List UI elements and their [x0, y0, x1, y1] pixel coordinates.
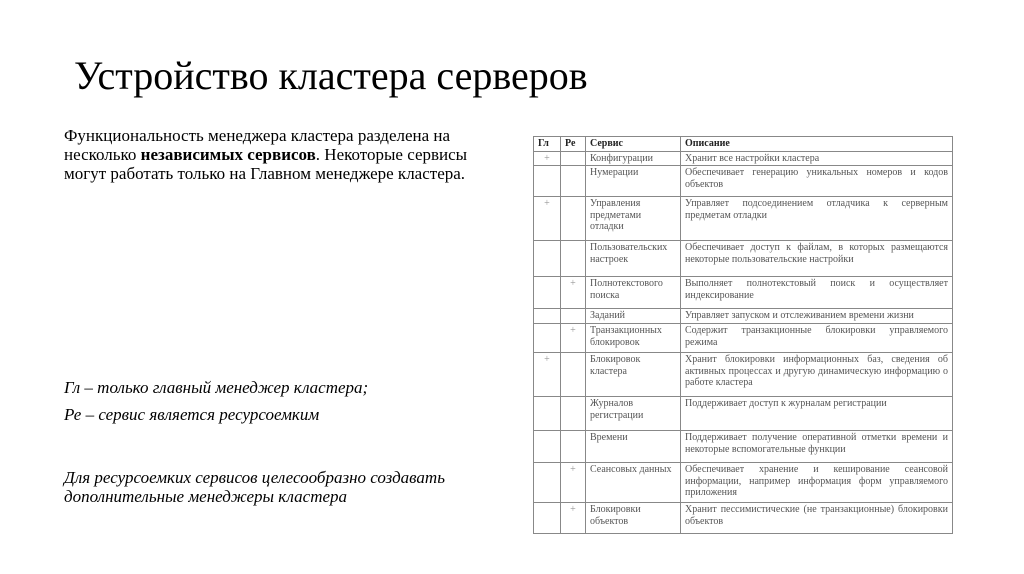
- cell-re: [561, 197, 586, 241]
- cell-service: Заданий: [586, 309, 681, 324]
- table-row: [534, 277, 953, 309]
- table-row: [534, 197, 953, 241]
- cell-desc: Управляет запуском и отслеживанием времени жизни: [681, 309, 953, 324]
- cell-desc: Поддерживает доступ к журналам регистрации: [681, 397, 953, 431]
- cell-desc: Поддерживает получение оперативной отметки времени и некоторые вспомогательные функции: [681, 431, 953, 463]
- cell-re: [561, 309, 586, 324]
- cell-desc: Содержит транзакционные блокировки управляемого режима: [681, 324, 953, 353]
- intro-text-end: . Некоторые сервисы могут работать только на Главном менеджере кластера.: [64, 145, 468, 183]
- cell-gl: [534, 309, 561, 324]
- intro-paragraph: [64, 126, 504, 183]
- cell-re: +: [561, 503, 586, 534]
- cell-gl: +: [534, 197, 561, 241]
- cell-service: Блокировки объектов: [586, 503, 681, 534]
- header-desc: Описание: [681, 137, 953, 152]
- cell-re: [561, 151, 586, 166]
- table-row: [534, 503, 953, 534]
- header-re: Ре: [561, 137, 586, 152]
- cell-gl: [534, 397, 561, 431]
- cell-gl: [534, 463, 561, 503]
- cell-service: Сеансовых данных: [586, 463, 681, 503]
- cell-service: Журналов регистрации: [586, 397, 681, 431]
- legend-gl: Гл – только главный менеджер кластера;: [64, 378, 369, 397]
- cell-re: [561, 166, 586, 197]
- cell-desc: Выполняет полнотекстовый поиск и осуществляет индексирование: [681, 277, 953, 309]
- table-row: [534, 151, 953, 166]
- cell-service: Транзакционных блокировок: [586, 324, 681, 353]
- cell-gl: [534, 431, 561, 463]
- cell-re: [561, 397, 586, 431]
- intro-bold: независимых сервисов: [140, 145, 316, 164]
- cell-re: [561, 431, 586, 463]
- legend-re: Ре – сервис является ресурсоемким: [64, 405, 320, 424]
- table-row: [534, 463, 953, 503]
- table-row: [534, 309, 953, 324]
- cell-desc: Обеспечивает генерацию уникальных номеров и кодов объектов: [681, 166, 953, 197]
- table-row: [534, 166, 953, 197]
- cell-service: Пользовательских настроек: [586, 241, 681, 277]
- table-header: [534, 137, 953, 152]
- cell-service: Нумерации: [586, 166, 681, 197]
- cell-gl: +: [534, 353, 561, 397]
- cell-desc: Хранит пессимистические (не транзакционные) блокировки объектов: [681, 503, 953, 534]
- cell-desc: Обеспечивает хранение и кеширование сеансовой информации, например информация форм управляемого приложения: [681, 463, 953, 503]
- cell-re: +: [561, 277, 586, 309]
- cell-service: Управления предметами отладки: [586, 197, 681, 241]
- cell-gl: [534, 324, 561, 353]
- cell-re: [561, 241, 586, 277]
- cell-re: +: [561, 324, 586, 353]
- table-row: [534, 353, 953, 397]
- cell-gl: [534, 503, 561, 534]
- cell-gl: [534, 241, 561, 277]
- cell-re: [561, 353, 586, 397]
- table-row: [534, 241, 953, 277]
- services-table: [533, 136, 953, 534]
- table-row: [534, 324, 953, 353]
- table-row: [534, 431, 953, 463]
- cell-service: Конфигурации: [586, 151, 681, 166]
- header-service: Сервис: [586, 137, 681, 152]
- cell-service: Блокировок кластера: [586, 353, 681, 397]
- cell-desc: Обеспечивает доступ к файлам, в которых размещаются некоторые пользовательские настройки: [681, 241, 953, 277]
- cell-desc: Хранит блокировки информационных баз, сведения об активных процессах и другую динамическую информацию о работе кластера: [681, 353, 953, 397]
- cell-gl: +: [534, 151, 561, 166]
- intro-text: Функциональность менеджера кластера разделена на несколько: [64, 126, 451, 164]
- cell-desc: Хранит все настройки кластера: [681, 151, 953, 166]
- cell-desc: Управляет подсоединением отладчика к серверным предметам отладки: [681, 197, 953, 241]
- slide-title: Устройство кластера серверов: [74, 53, 588, 98]
- note: Для ресурсоемких сервисов целесообразно создавать дополнительные менеджеры кластера: [64, 468, 445, 506]
- cell-gl: [534, 166, 561, 197]
- table-row: [534, 397, 953, 431]
- cell-service: Времени: [586, 431, 681, 463]
- cell-service: Полнотекстового поиска: [586, 277, 681, 309]
- header-gl: Гл: [534, 137, 561, 152]
- cell-gl: [534, 277, 561, 309]
- cell-re: +: [561, 463, 586, 503]
